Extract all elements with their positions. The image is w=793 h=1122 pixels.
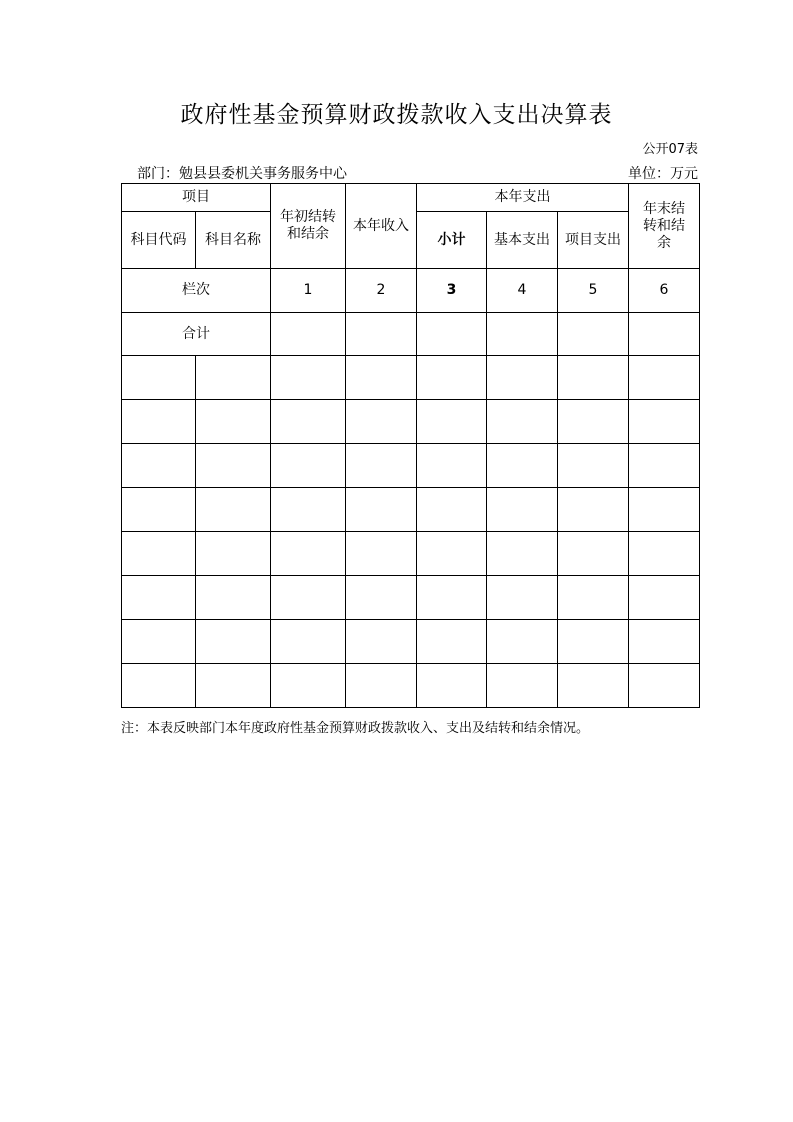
index-col-2: 2 — [346, 269, 417, 313]
table-cell — [346, 664, 417, 708]
table-cell — [629, 532, 700, 576]
index-col-4: 4 — [487, 269, 558, 313]
table-row — [122, 576, 700, 620]
table-cell — [122, 488, 196, 532]
table-cell — [271, 356, 346, 400]
report-title: 政府性基金预算财政拨款收入支出决算表 — [180, 102, 613, 128]
index-col-1: 1 — [271, 269, 346, 313]
table-cell — [629, 620, 700, 664]
table-cell — [487, 576, 558, 620]
header-begin-balance-text: 年初结转和结余 — [280, 209, 336, 242]
table-cell — [346, 532, 417, 576]
department-label: 部门：勉县县委机关事务服务中心 — [137, 166, 347, 182]
form-number: 公开07表 — [642, 142, 698, 157]
table-row — [122, 400, 700, 444]
table-cell — [629, 444, 700, 488]
table-cell — [271, 400, 346, 444]
table-cell — [558, 488, 629, 532]
table-cell — [196, 356, 271, 400]
header-basic-expense: 基本支出 — [487, 212, 558, 269]
table-row — [122, 532, 700, 576]
table-cell — [271, 664, 346, 708]
table-cell — [196, 664, 271, 708]
table-cell — [417, 664, 487, 708]
total-cell — [629, 313, 700, 356]
header-begin-balance — [271, 184, 346, 269]
table-cell — [346, 576, 417, 620]
table-cell — [196, 576, 271, 620]
table-cell — [487, 664, 558, 708]
header-end-balance — [629, 184, 700, 269]
table-cell — [196, 620, 271, 664]
table-row — [122, 356, 700, 400]
table-cell — [629, 400, 700, 444]
table-cell — [558, 356, 629, 400]
header-item: 项目 — [122, 184, 271, 212]
table-cell — [487, 620, 558, 664]
total-cell — [271, 313, 346, 356]
table-cell — [122, 532, 196, 576]
table-cell — [271, 532, 346, 576]
table-cell — [346, 488, 417, 532]
header-project-expense — [558, 212, 629, 269]
table-cell — [122, 400, 196, 444]
header-subtotal: 小计 — [417, 212, 487, 269]
table-cell — [122, 444, 196, 488]
table-cell — [487, 356, 558, 400]
header-current-income-text: 本年收入 — [353, 217, 409, 234]
empty-rows — [122, 356, 700, 708]
table-cell — [629, 356, 700, 400]
table-cell — [417, 576, 487, 620]
table-cell — [558, 400, 629, 444]
table-cell — [487, 400, 558, 444]
total-cell — [417, 313, 487, 356]
total-row-label: 合计 — [122, 313, 271, 356]
table-cell — [558, 620, 629, 664]
table-cell — [271, 488, 346, 532]
table-cell — [629, 664, 700, 708]
table-cell — [487, 488, 558, 532]
table-cell — [271, 576, 346, 620]
header-subject-code: 科目代码 — [122, 212, 196, 269]
index-col-5: 5 — [558, 269, 629, 313]
table-cell — [196, 488, 271, 532]
table-cell — [487, 444, 558, 488]
table-cell — [196, 532, 271, 576]
table-row — [122, 444, 700, 488]
header-current-expense: 本年支出 — [417, 184, 629, 212]
table-cell — [417, 356, 487, 400]
unit-label: 单位：万元 — [628, 166, 698, 182]
table-cell — [558, 576, 629, 620]
table-cell — [346, 620, 417, 664]
table-cell — [487, 532, 558, 576]
table-row — [122, 620, 700, 664]
table-cell — [629, 488, 700, 532]
table-cell — [271, 620, 346, 664]
index-col-3: 3 — [417, 269, 487, 313]
table-cell — [417, 444, 487, 488]
table-cell — [122, 664, 196, 708]
table-cell — [346, 400, 417, 444]
table-cell — [122, 356, 196, 400]
table-cell — [196, 400, 271, 444]
table-cell — [558, 532, 629, 576]
table-cell — [122, 576, 196, 620]
table-cell — [271, 444, 346, 488]
table-cell — [629, 576, 700, 620]
total-cell — [346, 313, 417, 356]
table-cell — [417, 400, 487, 444]
table-cell — [558, 444, 629, 488]
table-cell — [417, 488, 487, 532]
header-current-income — [346, 184, 417, 269]
header-project-expense-text: 项目支出 — [565, 231, 621, 248]
table-cell — [417, 532, 487, 576]
index-col-6: 6 — [629, 269, 700, 313]
budget-table — [121, 183, 700, 708]
table-cell — [196, 444, 271, 488]
table-cell — [346, 444, 417, 488]
table-cell — [346, 356, 417, 400]
footnote: 注：本表反映部门本年度政府性基金预算财政拨款收入、支出及结转和结余情况。 — [121, 721, 590, 736]
header-subject-name: 科目名称 — [196, 212, 271, 269]
table-cell — [122, 620, 196, 664]
total-cell — [558, 313, 629, 356]
total-cell — [487, 313, 558, 356]
table-row — [122, 664, 700, 708]
table-row — [122, 488, 700, 532]
header-end-balance-text: 年末结转和结余 — [643, 200, 685, 251]
table-cell — [417, 620, 487, 664]
index-row-label: 栏次 — [122, 269, 271, 313]
table-cell — [558, 664, 629, 708]
